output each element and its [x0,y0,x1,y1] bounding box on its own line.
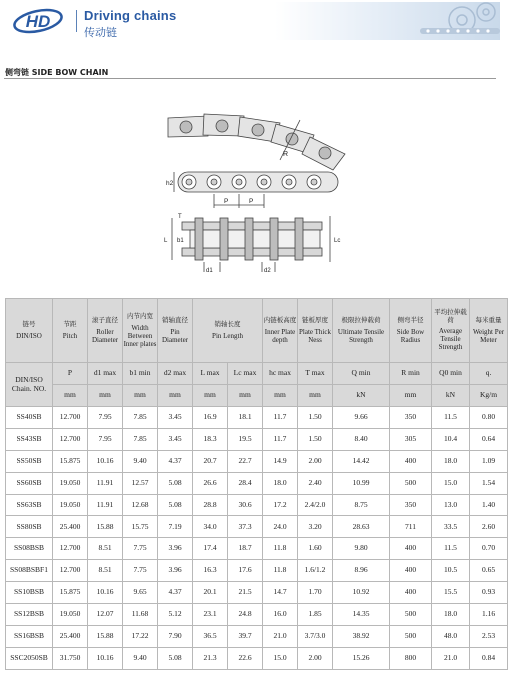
table-cell: 8.51 [88,560,123,582]
table-cell: 7.90 [158,625,193,647]
table-cell: 5.08 [158,647,193,669]
table-cell: 14.42 [333,450,390,472]
header-row-labels [6,299,508,363]
header-banner [0,0,500,42]
table-cell: 18.0 [263,472,298,494]
unit-cell: mm [158,385,193,407]
table-cell: 0.70 [470,538,508,560]
table-row [6,450,508,472]
table-cell: 12.700 [53,560,88,582]
table-row [6,407,508,429]
table-cell: 9.66 [333,407,390,429]
table-cell: 19.050 [53,604,88,626]
table-cell: 4.37 [158,450,193,472]
table-cell: 711 [390,516,432,538]
symbol-cell: L max [193,363,228,385]
table-cell: 19.050 [53,494,88,516]
col-header-average-strength: 平均拉伸载荷 Average Tensile Strength [432,299,470,363]
table-cell: 10.16 [88,582,123,604]
header-title-en: Driving chains [84,8,177,23]
table-cell: 18.3 [193,428,228,450]
unit-cell: Kg/m [470,385,508,407]
table-cell: 15.875 [53,582,88,604]
table-cell: 17.6 [228,560,263,582]
table-cell: 22.7 [228,450,263,472]
table-row [6,560,508,582]
gear-chain-decoration [390,2,500,40]
table-cell: 48.0 [432,625,470,647]
table-cell: 10.4 [432,428,470,450]
table-cell: 10.92 [333,582,390,604]
unit-cell: mm [53,385,88,407]
table-cell: 8.51 [88,538,123,560]
unit-cell: mm [123,385,158,407]
table-cell: 5.12 [158,604,193,626]
table-cell: 400 [390,560,432,582]
symbol-cell: Q0 min [432,363,470,385]
unit-cell: mm [263,385,298,407]
table-cell: 11.7 [263,428,298,450]
company-logo [12,8,64,34]
table-cell: 15.0 [432,472,470,494]
table-cell: 12.700 [53,407,88,429]
unit-cell: mm [228,385,263,407]
table-cell: 21.3 [193,647,228,669]
symbol-cell: Lc max [228,363,263,385]
symbol-cell: b1 min [123,363,158,385]
table-row [6,472,508,494]
table-cell: 17.4 [193,538,228,560]
table-cell: 15.0 [263,647,298,669]
chain-number-cell: SS08BSBF1 [6,560,53,582]
unit-cell: kN [333,385,390,407]
col-header-width: 内节内宽 Width Between Inner plates [123,299,158,363]
symbol-cell: T max [298,363,333,385]
pitch-label-1: P [224,198,229,205]
table-cell: 11.68 [123,604,158,626]
table-cell: 7.85 [123,428,158,450]
unit-cell: kN [432,385,470,407]
table-cell: 8.40 [333,428,390,450]
symbol-cell: R min [390,363,432,385]
table-cell: 18.1 [228,407,263,429]
table-cell: 1.6/1.2 [298,560,333,582]
table-cell: 2.53 [470,625,508,647]
table-cell: 10.5 [432,560,470,582]
table-cell: 350 [390,494,432,516]
col-header-weight: 每米重量 Weight Per Meter [470,299,508,363]
table-cell: 11.5 [432,407,470,429]
col-header-roller: 滚子直径 Roller Diameter [88,299,123,363]
table-cell: 23.1 [193,604,228,626]
table-cell: 12.57 [123,472,158,494]
col-header-pin-diameter: 销轴直径 Pin Diameter [158,299,193,363]
table-cell: 14.9 [263,450,298,472]
col-header-plate-thickness: 链板厚度 Plate Thick Ness [298,299,333,363]
table-cell: 9.40 [123,647,158,669]
table-cell: 12.07 [88,604,123,626]
pitch-label-2: P [249,198,254,205]
chain-number-cell: SS10BSB [6,582,53,604]
side-view [174,172,338,208]
table-cell: 3.96 [158,538,193,560]
table-cell: 500 [390,625,432,647]
table-cell: 500 [390,604,432,626]
chain-number-cell: SS43SB [6,428,53,450]
table-cell: 20.7 [193,450,228,472]
col-header-bow-radius: 侧弯半径 Side Bow Radius [390,299,432,363]
svg-text:HD: HD [25,12,51,31]
table-cell: 13.0 [432,494,470,516]
pin-length-c-label: Lc [334,238,341,244]
table-cell: 18.0 [432,450,470,472]
table-cell: 11.91 [88,472,123,494]
table-cell: 16.9 [193,407,228,429]
table-cell: 16.3 [193,560,228,582]
table-cell: 15.5 [432,582,470,604]
header-title-cn: 传动链 [84,26,117,39]
chain-number-cell: SS12BSB [6,604,53,626]
thickness-label: T [178,214,182,220]
unit-cell: mm [298,385,333,407]
table-cell: 22.6 [228,647,263,669]
table-cell: 1.09 [470,450,508,472]
table-cell: 350 [390,407,432,429]
table-cell: 4.37 [158,582,193,604]
chain-number-cell: SS08BSB [6,538,53,560]
table-cell: 11.5 [432,538,470,560]
col-header-plate-depth: 内链板高度 Inner Plate depth [263,299,298,363]
col-header-chain: 链号 DIN/ISO [6,299,53,363]
chain-number-cell: SSC2050SB [6,647,53,669]
top-view [172,216,330,272]
table-row [6,582,508,604]
table-cell: 2.4/2.0 [298,494,333,516]
table-cell: 800 [390,647,432,669]
table-cell: 36.5 [193,625,228,647]
table-cell: 3.7/3.0 [298,625,333,647]
table-cell: 38.92 [333,625,390,647]
table-cell: 305 [390,428,432,450]
table-cell: 7.75 [123,538,158,560]
col-header-pin-length: 销轴长度 Pin Length [193,299,263,363]
table-cell: 24.8 [228,604,263,626]
table-cell: 0.64 [470,428,508,450]
table-cell: 1.40 [470,494,508,516]
chain-number-header: DIN/ISO Chain. NO. [6,363,53,407]
table-cell: 12.700 [53,538,88,560]
table-cell: 17.2 [263,494,298,516]
table-cell: 21.0 [432,647,470,669]
table-row [6,647,508,669]
table-cell: 18.0 [432,604,470,626]
table-cell: 28.63 [333,516,390,538]
table-cell: 400 [390,582,432,604]
spec-table-body [6,407,508,670]
table-cell: 500 [390,472,432,494]
table-cell: 0.84 [470,647,508,669]
col-header-ultimate-strength: 极限拉伸载荷 Ultimate Tensile Strength [333,299,390,363]
symbol-cell: d2 max [158,363,193,385]
table-cell: 11.7 [263,407,298,429]
table-cell: 0.65 [470,560,508,582]
table-cell: 5.08 [158,494,193,516]
table-cell: 1.54 [470,472,508,494]
table-cell: 2.00 [298,647,333,669]
table-row [6,494,508,516]
chain-number-cell: SS16BSB [6,625,53,647]
chain-number-cell: SS60SB [6,472,53,494]
table-cell: 1.16 [470,604,508,626]
inner-width-label: b1 [177,238,184,244]
table-cell: 2.40 [298,472,333,494]
header-row-symbols [6,363,508,385]
symbol-cell: hc max [263,363,298,385]
table-cell: 1.50 [298,407,333,429]
height-label: h2 [166,180,174,187]
table-cell: 31.750 [53,647,88,669]
radius-label: R [283,151,289,158]
table-cell: 12.68 [123,494,158,516]
table-cell: 15.75 [123,516,158,538]
table-cell: 7.95 [88,407,123,429]
table-cell: 7.85 [123,407,158,429]
table-cell: 14.35 [333,604,390,626]
table-cell: 0.93 [470,582,508,604]
table-cell: 25.400 [53,516,88,538]
table-cell: 7.75 [123,560,158,582]
table-cell: 39.7 [228,625,263,647]
table-cell: 21.5 [228,582,263,604]
table-cell: 19.050 [53,472,88,494]
table-cell: 15.88 [88,516,123,538]
side-bow-view [168,114,345,170]
table-cell: 37.3 [228,516,263,538]
symbol-cell: d1 max [88,363,123,385]
chain-drawing [0,90,500,290]
table-cell: 24.0 [263,516,298,538]
table-row [6,428,508,450]
table-cell: 400 [390,450,432,472]
table-cell: 21.0 [263,625,298,647]
table-cell: 26.6 [193,472,228,494]
table-cell: 1.60 [298,538,333,560]
table-cell: 8.75 [333,494,390,516]
table-cell: 2.00 [298,450,333,472]
table-cell: 34.0 [193,516,228,538]
col-header-pitch: 节距 Pitch [53,299,88,363]
table-cell: 10.16 [88,647,123,669]
table-cell: 7.95 [88,428,123,450]
roller-diameter-label: d1 [206,268,213,274]
table-cell: 15.88 [88,625,123,647]
table-cell: 9.40 [123,450,158,472]
table-cell: 30.6 [228,494,263,516]
table-cell: 11.8 [263,538,298,560]
pin-length-label: L [164,238,168,244]
chain-number-cell: SS50SB [6,450,53,472]
header-row-units [6,385,508,407]
table-cell: 12.700 [53,428,88,450]
table-cell: 28.8 [193,494,228,516]
table-cell: 3.20 [298,516,333,538]
table-cell: 1.50 [298,428,333,450]
table-cell: 9.80 [333,538,390,560]
table-cell: 33.5 [432,516,470,538]
table-cell: 25.400 [53,625,88,647]
table-cell: 10.99 [333,472,390,494]
table-cell: 9.65 [123,582,158,604]
table-cell: 1.85 [298,604,333,626]
table-cell: 3.45 [158,407,193,429]
table-cell: 400 [390,538,432,560]
chain-number-cell: SS80SB [6,516,53,538]
section-title: 侧弯链 SIDE BOW CHAIN [5,68,109,77]
table-row [6,625,508,647]
table-cell: 17.22 [123,625,158,647]
chain-number-cell: SS63SB [6,494,53,516]
table-cell: 16.0 [263,604,298,626]
table-cell: 10.16 [88,450,123,472]
chain-number-cell: SS40SB [6,407,53,429]
table-row [6,538,508,560]
table-cell: 11.8 [263,560,298,582]
pin-diameter-label: d2 [264,268,271,274]
table-cell: 28.4 [228,472,263,494]
unit-cell: mm [193,385,228,407]
table-cell: 11.91 [88,494,123,516]
symbol-cell: q. [470,363,508,385]
table-cell: 3.45 [158,428,193,450]
table-cell: 2.60 [470,516,508,538]
table-row [6,516,508,538]
section-rule [4,78,496,79]
table-cell: 5.08 [158,472,193,494]
spec-table [5,298,508,670]
table-cell: 0.80 [470,407,508,429]
title-divider [76,10,77,32]
table-cell: 18.7 [228,538,263,560]
symbol-cell: P [53,363,88,385]
table-cell: 7.19 [158,516,193,538]
unit-cell: mm [390,385,432,407]
table-cell: 20.1 [193,582,228,604]
unit-cell: mm [88,385,123,407]
table-row [6,604,508,626]
table-cell: 3.96 [158,560,193,582]
table-cell: 14.7 [263,582,298,604]
table-cell: 8.96 [333,560,390,582]
table-cell: 15.875 [53,450,88,472]
symbol-cell: Q min [333,363,390,385]
table-cell: 1.70 [298,582,333,604]
table-cell: 19.5 [228,428,263,450]
table-cell: 15.26 [333,647,390,669]
